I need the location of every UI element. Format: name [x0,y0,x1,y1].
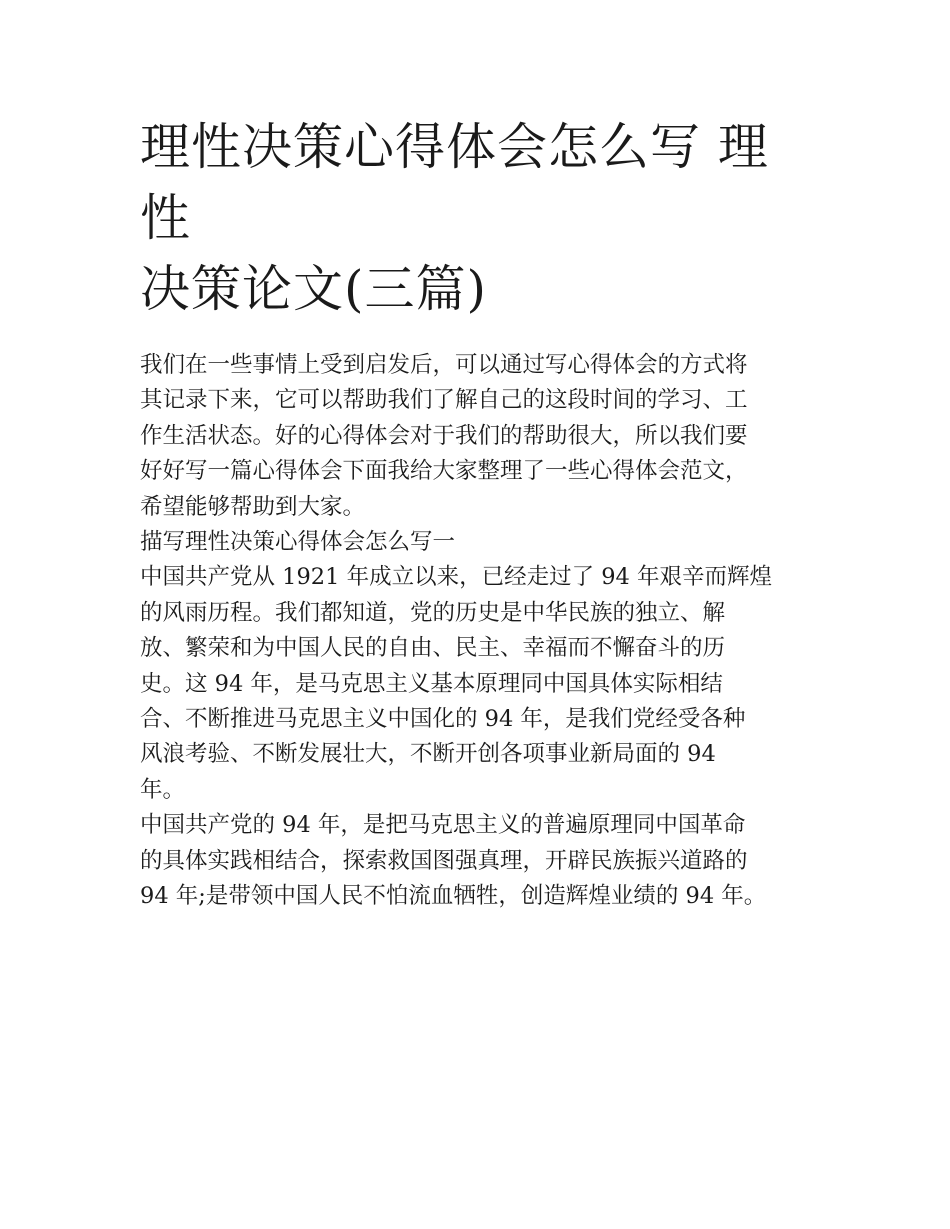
title-line: 决策论文(三篇) [140,260,488,318]
text-line: 放、繁荣和为中国人民的自由、民主、幸福而不懈奋斗的历 [140,635,726,662]
document-body [140,112,812,915]
text-line: 好好写一篇心得体会下面我给大家整理了一些心得体会范文， [140,458,748,485]
text-line: 作生活状态。好的心得体会对于我们的帮助很大，所以我们要 [140,422,748,449]
text-line: 中国共产党从 1921 年成立以来，已经走过了 94 年艰辛而辉煌 [140,564,773,591]
text-line: 希望能够帮助到大家。 [140,493,366,520]
body-paragraph [140,560,812,808]
text-line: 史。这 94 年，是马克思主义基本原理同中国具体实际相结 [140,670,723,697]
text-line: 的具体实践相结合，探索救国图强真理，开辟民族振兴道路的 [140,847,748,874]
text-line: 描写理性决策心得体会怎么写一 [140,529,456,556]
document-title [140,112,812,325]
text-line: 其记录下来，它可以帮助我们了解自己的这段时间的学习、工 [140,387,748,414]
text-line: 年。 [140,776,186,803]
text-line: 合、不断推进马克思主义中国化的 94 年，是我们党经受各种 [140,706,746,733]
text-line: 的风雨历程。我们都知道，党的历史是中华民族的独立、解 [140,599,726,626]
title-line: 理性决策心得体会怎么写 理性 [140,118,769,247]
body-paragraph [140,808,812,914]
text-line: 中国共产党的 94 年，是把马克思主义的普遍原理同中国革命 [140,812,746,839]
text-line: 94 年;是带领中国人民不怕流血牺牲，创造辉煌业绩的 94 年。 [140,883,767,910]
text-line: 风浪考验、不断发展壮大，不断开创各项事业新局面的 94 [140,741,716,768]
text-line: 我们在一些事情上受到启发后，可以通过写心得体会的方式将 [140,352,748,378]
intro-paragraph [140,348,812,525]
section-heading [140,525,812,560]
